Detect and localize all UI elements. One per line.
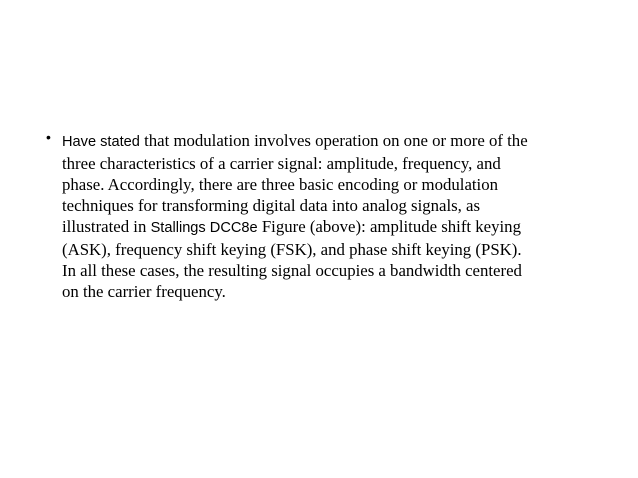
paragraph-line-1 [62,130,606,153]
bullet-icon: • [46,129,51,145]
inline-sans-text: Have stated [62,134,140,150]
inline-serif-text: Figure (above): amplitude shift keying [257,217,521,236]
inline-serif-text: that modulation involves operation on one or more of the [139,131,528,150]
paragraph-line-8 [62,281,606,302]
paragraph-line-6 [62,239,606,260]
paragraph-line-5 [62,216,606,239]
inline-serif-text: techniques for transforming digital data into analog signals, as [62,196,481,215]
bullet-paragraph [46,130,606,302]
inline-serif-text: In all these cases, the resulting signal occupies a bandwidth centered [62,261,522,280]
inline-serif-text: on the carrier frequency. [62,282,226,301]
inline-serif-text: (ASK), frequency shift keying (FSK), and phase shift keying (PSK). [62,240,522,259]
inline-serif-text: three characteristics of a carrier signal: amplitude, frequency, and [62,154,501,173]
paragraph-line-4 [62,195,606,216]
inline-sans-text: Stallings DCC8e [150,220,258,236]
inline-serif-text: illustrated in [62,217,151,236]
paragraph-line-7 [62,260,606,281]
paragraph-line-3 [62,174,606,195]
inline-serif-text: phase. Accordingly, there are three basic encoding or modulation [62,175,499,194]
paragraph-line-2 [62,153,606,174]
